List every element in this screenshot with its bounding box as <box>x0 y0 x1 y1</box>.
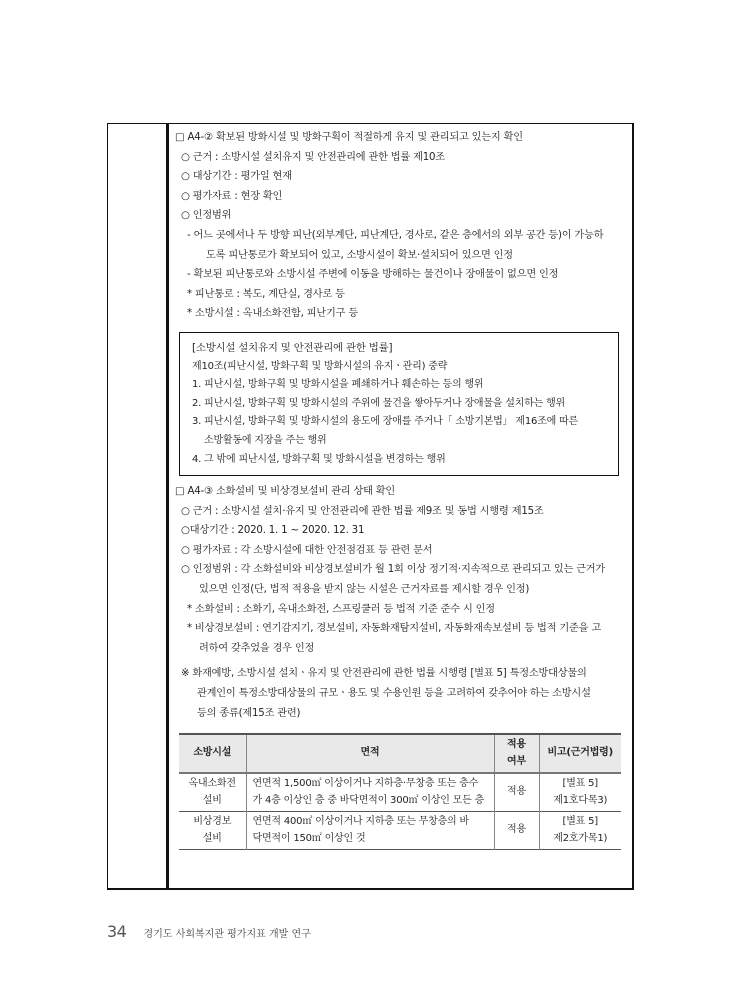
law-box-title: [소방시설 설치유지 및 안전관리에 관한 법률] <box>192 341 393 354</box>
star-note-4: * 비상경보설비 : 연기감지기, 경보설비, 자동화재탐지설비, 자동화재속보설비 등 법적 기준을 고 <box>187 623 601 635</box>
scope-line: ○ 인정범위 <box>181 210 232 222</box>
star-note-4-cont: 려하여 갖추었을 경우 인정 <box>199 642 315 654</box>
law-box-item-3: 3. 피난시설, 방화구획 및 방화시설의 용도에 장애를 주거나「 소방기본법」 제16조에 따른 <box>192 416 579 428</box>
star-note-2: * 소방시설 : 옥내소화전함, 피난기구 등 <box>187 308 358 320</box>
section-a4-2-title: □ A4-② 확보된 방화시설 및 방화구획이 적절하게 유지 및 관리되고 있는지 확인 <box>175 132 523 143</box>
law-box-item-2: 2. 피난시설, 방화구획 및 방화시설의 주위에 물건을 쌓아두거나 장애물을 설치하는 행위 <box>192 397 566 409</box>
apply-cell: 적용 <box>494 773 539 812</box>
period-line: ○ 대상기간 : 평가일 현재 <box>181 171 292 183</box>
dash-item-1: - 어느 곳에서나 두 방향 피난(외부계단, 피난계단, 경사로, 같은 층에서의 외부 공간 등)이 가능하 <box>187 229 604 241</box>
section-a4-3-title: □ A4-③ 소화설비 및 비상경보설비 관리 상태 확인 <box>175 486 396 498</box>
header-area: 면적 <box>246 734 494 773</box>
main-content <box>175 128 625 850</box>
law-excerpt-box <box>179 332 619 476</box>
facility-cell: 옥내소화전 설비 <box>179 773 246 812</box>
apply-cell: 적용 <box>494 812 539 850</box>
area-cell: 연면적 1,500㎡ 이상이거나 지하층·무창층 또는 층수 가 4층 이상인 층 중 바닥면적이 300㎡ 이상인 모든 층 <box>246 773 494 812</box>
law-box-item-1: 1. 피난시설, 방화구획 및 방화시설을 폐쇄하거나 훼손하는 등의 행위 <box>192 379 484 391</box>
dash-item-1-cont: 도록 피난통로가 확보되어 있고, 소방시설이 확보·설치되어 있으면 인정 <box>206 249 513 261</box>
reference-note: ※ 화재예방, 소방시설 설치ㆍ유지 및 안전관리에 관한 법률 시행령 [별표 5] 특정소방대상물의 <box>181 668 587 680</box>
fire-facility-table <box>179 733 621 850</box>
star-note-1: * 피난통로 : 복도, 계단실, 경사로 등 <box>187 288 345 300</box>
star-note-3: * 소화설비 : 소화기, 옥내소화전, 스프링쿨러 등 법적 기준 준수 시 인정 <box>187 603 495 615</box>
material-line-2: ○ 평가자료 : 각 소방시설에 대한 안전점검표 등 관련 문서 <box>181 544 433 556</box>
reference-cell: [별표 5] 제2호가목1) <box>539 812 621 850</box>
reference-note-cont-1: 관계인이 특정소방대상물의 규모ㆍ용도 및 수용인원 등을 고려하여 갖추어야 하는 소방시설 <box>197 688 591 700</box>
basis-line: ○ 근거 : 소방시설 설치유지 및 안전관리에 관한 법률 제10조 <box>181 151 445 163</box>
page-number: 34 <box>107 922 127 941</box>
dash-item-2: - 확보된 피난통로와 소방시설 주변에 이동을 방해하는 물건이나 장애물이 없으면 인정 <box>187 269 559 281</box>
facility-cell: 비상경보 설비 <box>179 812 246 850</box>
table-header-row <box>179 734 621 773</box>
period-line-2: ○대상기간 : 2020. 1. 1 ~ 2020. 12. 31 <box>181 525 365 537</box>
header-facility: 소방시설 <box>179 734 246 773</box>
header-reference: 비고(근거법령) <box>539 734 621 773</box>
column-divider <box>166 124 169 890</box>
table-row <box>179 812 621 850</box>
law-box-item-3-cont: 소방활동에 지장을 주는 행위 <box>204 434 327 446</box>
material-line: ○ 평가자료 : 현장 확인 <box>181 190 283 202</box>
area-cell: 연면적 400㎡ 이상이거나 지하층 또는 무창층의 바 닥면적이 150㎡ 이상인 것 <box>246 812 494 850</box>
reference-cell: [별표 5] 제1호다목3) <box>539 773 621 812</box>
page-footer <box>107 922 311 941</box>
reference-note-cont-2: 등의 종류(제15조 관련) <box>197 707 301 719</box>
law-box-item-4: 4. 그 밖에 피난시설, 방화구획 및 방화시설을 변경하는 행위 <box>192 453 446 465</box>
law-box-article: 제10조(피난시설, 방화구획 및 방화시설의 유지ㆍ관리) 중략 <box>192 360 448 372</box>
scope-line-2-cont: 있으면 인정(단, 법적 적용을 받지 않는 시설은 근거자료를 제시할 경우 인정) <box>199 584 530 596</box>
footer-title: 경기도 사회복지관 평가지표 개발 연구 <box>143 929 311 940</box>
header-apply-line-2: 여부 <box>507 755 526 767</box>
basis-line-2: ○ 근거 : 소방시설 설치·유지 및 안전관리에 관한 법률 제9조 및 동법 시행령 제15조 <box>181 505 544 517</box>
scope-line-2: ○ 인정범위 : 각 소화설비와 비상경보설비가 월 1회 이상 정기적·지속적으로 관리되고 있는 근거가 <box>181 564 606 576</box>
table-row <box>179 773 621 812</box>
header-apply <box>494 734 539 773</box>
header-apply-line-1: 적용 <box>507 739 526 751</box>
